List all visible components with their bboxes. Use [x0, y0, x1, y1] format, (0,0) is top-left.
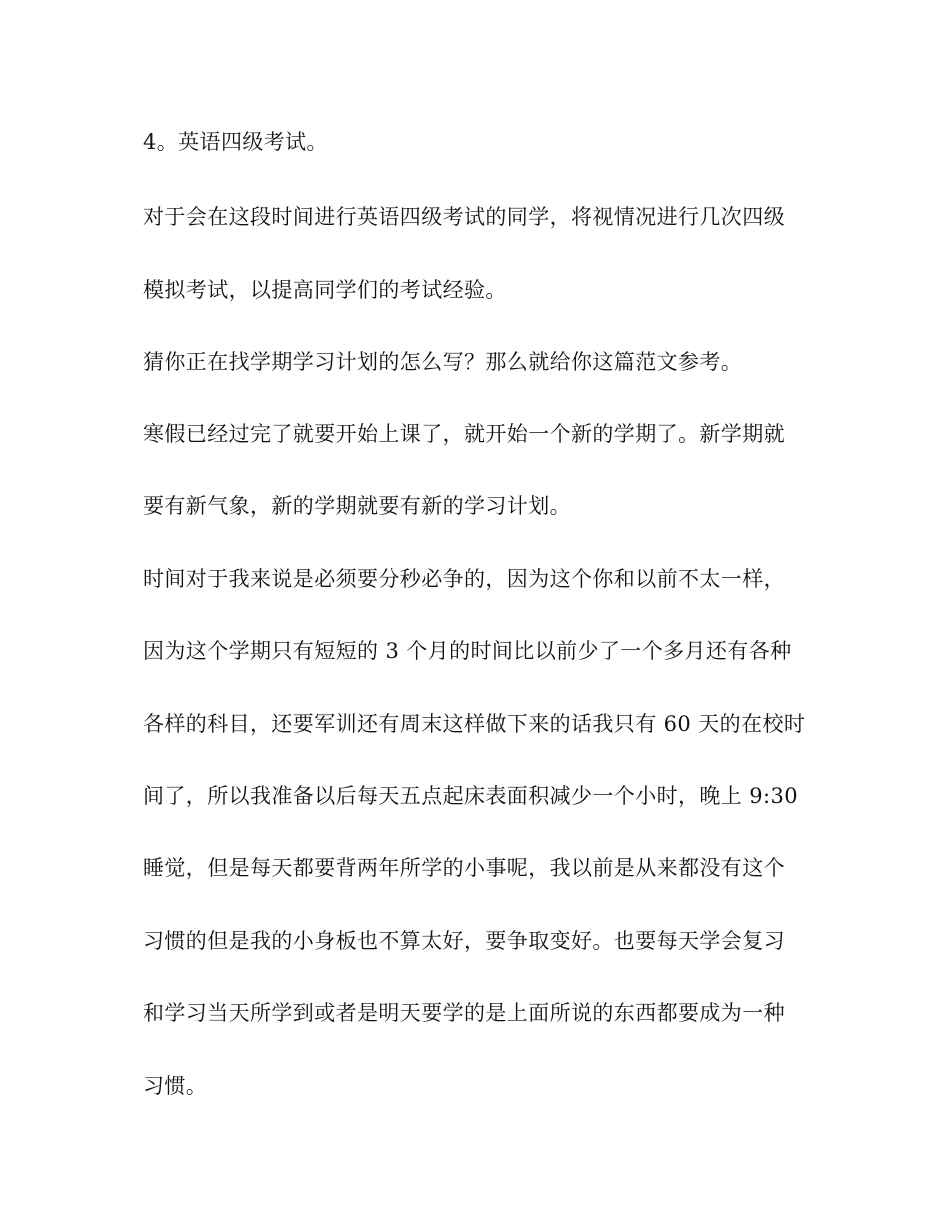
paragraph-line: 要有新气象，新的学期就要有新的学习计划。: [143, 494, 571, 518]
paragraph-line: 睡觉，但是每天都要背两年所学的小事呢，我以前是从来都没有这个: [143, 856, 785, 880]
paragraph-line: 时间对于我来说是必须要分秒必争的，因为这个你和以前不太一样，: [143, 567, 785, 591]
paragraph-line: 因为这个学期只有短短的 3 个月的时间比以前少了一个多月还有各种: [143, 639, 792, 663]
paragraph-line: 对于会在这段时间进行英语四级考试的同学，将视情况进行几次四级: [143, 205, 785, 229]
paragraph-line: 间了，所以我准备以后每天五点起床表面积减少一个小时，晚上 9:30: [143, 784, 799, 808]
paragraph-line: 模拟考试，以提高同学们的考试经验。: [143, 278, 507, 302]
paragraph-line: 猜你正在找学期学习计划的怎么写？那么就给你这篇范文参考。: [143, 350, 743, 374]
paragraph-line: 习惯的但是我的小身板也不算太好，要争取变好。也要每天学会复习: [143, 929, 785, 953]
paragraph-line: 各样的科目，还要军训还有周末这样做下来的话我只有 60 天的在校时: [143, 712, 806, 736]
paragraph-line: 习惯。: [143, 1074, 208, 1098]
paragraph-line: 寒假已经过完了就要开始上课了，就开始一个新的学期了。新学期就: [143, 422, 785, 446]
section-heading: 4。英语四级考试。: [143, 130, 328, 154]
paragraph-line: 和学习当天所学到或者是明天要学的是上面所说的东西都要成为一种: [143, 1001, 785, 1025]
